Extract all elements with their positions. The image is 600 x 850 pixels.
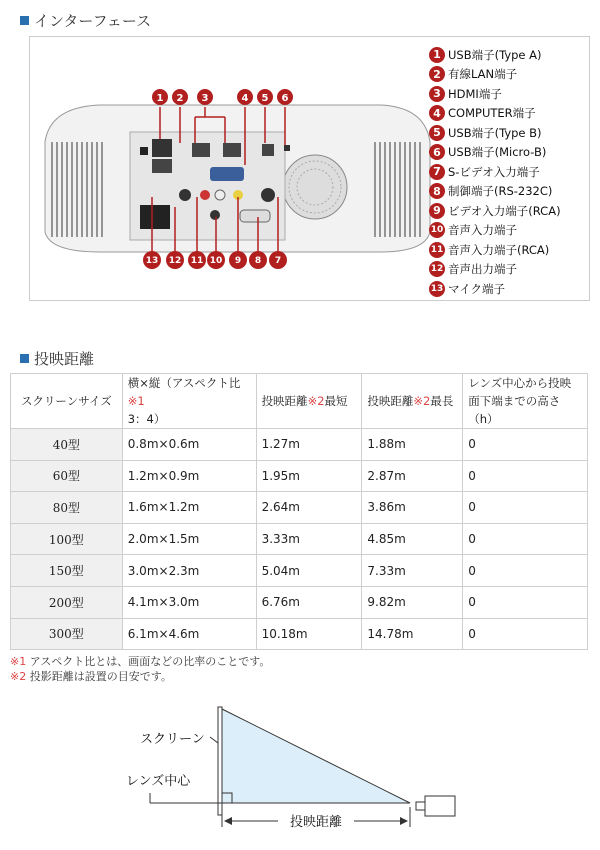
cell-dims: 4.1m×3.0m bbox=[122, 586, 256, 618]
legend-number-badge: 10 bbox=[429, 222, 445, 238]
legend-number-badge: 1 bbox=[429, 47, 445, 63]
legend-item bbox=[429, 201, 589, 221]
cell-max: 9.82m bbox=[362, 586, 463, 618]
table-row bbox=[11, 523, 588, 555]
table-row bbox=[11, 555, 588, 587]
heading-square-icon bbox=[20, 354, 29, 363]
note-mark-1: ※1 bbox=[10, 655, 27, 668]
header-min-distance bbox=[256, 374, 362, 429]
cell-height: 0 bbox=[463, 492, 588, 524]
callout-13: 13 bbox=[145, 256, 159, 266]
distance-diagram bbox=[0, 695, 600, 845]
header-dimensions bbox=[122, 374, 256, 429]
callout-4: 4 bbox=[241, 93, 249, 104]
header-max-suffix: 最長 bbox=[430, 394, 454, 408]
cell-dims: 6.1m×4.6m bbox=[122, 618, 256, 650]
footnote-text: 投影距離は設置の目安です。 bbox=[29, 670, 172, 683]
legend-item bbox=[429, 182, 589, 202]
cell-height: 0 bbox=[463, 429, 588, 461]
cell-min: 3.33m bbox=[256, 523, 362, 555]
legend-item bbox=[429, 221, 589, 241]
legend-label: USB端子(Type A) bbox=[448, 47, 542, 62]
legend-number-badge: 7 bbox=[429, 164, 445, 180]
cell-max: 7.33m bbox=[362, 555, 463, 587]
note-mark-2: ※2 bbox=[413, 394, 431, 408]
interface-heading bbox=[20, 10, 151, 31]
legend-number-badge: 8 bbox=[429, 183, 445, 199]
cell-min: 10.18m bbox=[256, 618, 362, 650]
distance-table bbox=[10, 373, 588, 650]
legend-number-badge: 4 bbox=[429, 105, 445, 121]
callout-1: 1 bbox=[156, 93, 164, 104]
table-row bbox=[11, 429, 588, 461]
distance-label: 投映距離 bbox=[289, 815, 343, 830]
legend-item bbox=[429, 260, 589, 280]
interface-title: インターフェース bbox=[34, 12, 152, 30]
callout-8: 8 bbox=[254, 256, 262, 266]
legend-label: 制御端子(RS-232C) bbox=[448, 184, 553, 199]
table-row bbox=[11, 460, 588, 492]
legend-number-badge: 5 bbox=[429, 125, 445, 141]
note-mark-2: ※2 bbox=[10, 670, 27, 683]
cell-max: 2.87m bbox=[362, 460, 463, 492]
screen-label: スクリーン bbox=[140, 732, 205, 747]
cell-size: 100型 bbox=[11, 523, 123, 555]
callout-5: 5 bbox=[261, 93, 269, 104]
note-mark-2: ※2 bbox=[307, 394, 325, 408]
cell-min: 5.04m bbox=[256, 555, 362, 587]
legend-item bbox=[429, 240, 589, 260]
cell-max: 14.78m bbox=[362, 618, 463, 650]
cell-size: 150型 bbox=[11, 555, 123, 587]
cell-min: 2.64m bbox=[256, 492, 362, 524]
port-legend bbox=[429, 45, 589, 299]
projector-rear-image bbox=[40, 47, 435, 292]
table-row bbox=[11, 492, 588, 524]
cell-height: 0 bbox=[463, 460, 588, 492]
cell-size: 40型 bbox=[11, 429, 123, 461]
table-row bbox=[11, 618, 588, 650]
footnote-2 bbox=[10, 668, 172, 684]
callout-7: 7 bbox=[274, 256, 282, 266]
legend-number-badge: 3 bbox=[429, 86, 445, 102]
header-min-text: 投映距離 bbox=[261, 394, 308, 408]
header-min-suffix: 最短 bbox=[324, 394, 348, 408]
legend-item bbox=[429, 123, 589, 143]
callout-12: 12 bbox=[168, 256, 182, 266]
callout-2: 2 bbox=[176, 93, 184, 104]
cell-size: 80型 bbox=[11, 492, 123, 524]
header-screen-size: スクリーンサイズ bbox=[11, 374, 123, 429]
legend-item bbox=[429, 84, 589, 104]
cell-dims: 0.8m×0.6m bbox=[122, 429, 256, 461]
cell-dims: 2.0m×1.5m bbox=[122, 523, 256, 555]
header-ratio-text: 3：4） bbox=[127, 412, 166, 426]
legend-label: S-ビデオ入力端子 bbox=[448, 164, 540, 179]
cell-dims: 1.2m×0.9m bbox=[122, 460, 256, 492]
legend-label: HDMI端子 bbox=[448, 86, 502, 101]
header-max-text: 投映距離 bbox=[367, 394, 414, 408]
screen-shape bbox=[218, 707, 222, 815]
cell-max: 1.88m bbox=[362, 429, 463, 461]
lens-center-label: レンズ中心 bbox=[126, 774, 191, 789]
interface-panel bbox=[29, 36, 590, 301]
projector-icon bbox=[425, 796, 455, 816]
cell-size: 300型 bbox=[11, 618, 123, 650]
legend-item bbox=[429, 104, 589, 124]
cell-size: 60型 bbox=[11, 460, 123, 492]
legend-number-badge: 11 bbox=[429, 242, 445, 258]
projection-triangle bbox=[222, 709, 410, 803]
cell-size: 200型 bbox=[11, 586, 123, 618]
cell-height: 0 bbox=[463, 523, 588, 555]
note-mark-1: ※1 bbox=[127, 394, 145, 408]
distance-title: 投映距離 bbox=[34, 350, 95, 368]
header-dimensions-text: 横×縦（アスペクト比 bbox=[127, 376, 241, 390]
legend-number-badge: 2 bbox=[429, 66, 445, 82]
callout-10: 10 bbox=[209, 256, 223, 266]
legend-number-badge: 6 bbox=[429, 144, 445, 160]
distance-heading bbox=[20, 348, 94, 369]
legend-item bbox=[429, 162, 589, 182]
legend-label: USB端子(Micro-B) bbox=[448, 145, 547, 160]
table-row bbox=[11, 586, 588, 618]
table-header-row bbox=[11, 374, 588, 429]
callout-3: 3 bbox=[201, 93, 209, 104]
legend-label: COMPUTER端子 bbox=[448, 106, 536, 121]
cell-min: 1.27m bbox=[256, 429, 362, 461]
header-height: レンズ中心から投映面下端までの高さ（h） bbox=[463, 374, 588, 429]
legend-number-badge: 12 bbox=[429, 261, 445, 277]
legend-label: 音声出力端子 bbox=[448, 262, 517, 277]
legend-label: 音声入力端子(RCA) bbox=[448, 242, 550, 257]
header-max-distance bbox=[362, 374, 463, 429]
legend-number-badge: 13 bbox=[429, 281, 445, 297]
callout-9: 9 bbox=[234, 256, 242, 266]
legend-label: マイク端子 bbox=[448, 281, 506, 296]
cell-dims: 1.6m×1.2m bbox=[122, 492, 256, 524]
cell-height: 0 bbox=[463, 555, 588, 587]
footnote-1 bbox=[10, 653, 270, 669]
legend-item bbox=[429, 65, 589, 85]
cell-max: 3.86m bbox=[362, 492, 463, 524]
cell-height: 0 bbox=[463, 586, 588, 618]
legend-number-badge: 9 bbox=[429, 203, 445, 219]
callout-11: 11 bbox=[190, 256, 204, 266]
legend-label: 音声入力端子 bbox=[448, 223, 517, 238]
footnote-text: アスペクト比とは、画面などの比率のことです。 bbox=[29, 655, 271, 668]
cell-dims: 3.0m×2.3m bbox=[122, 555, 256, 587]
legend-item bbox=[429, 143, 589, 163]
cell-min: 1.95m bbox=[256, 460, 362, 492]
legend-label: USB端子(Type B) bbox=[448, 125, 542, 140]
legend-item bbox=[429, 45, 589, 65]
legend-label: ビデオ入力端子(RCA) bbox=[448, 203, 561, 218]
legend-label: 有線LAN端子 bbox=[448, 67, 518, 82]
heading-square-icon bbox=[20, 16, 29, 25]
cell-max: 4.85m bbox=[362, 523, 463, 555]
legend-item bbox=[429, 279, 589, 299]
callout-6: 6 bbox=[281, 93, 289, 104]
cell-height: 0 bbox=[463, 618, 588, 650]
cell-min: 6.76m bbox=[256, 586, 362, 618]
